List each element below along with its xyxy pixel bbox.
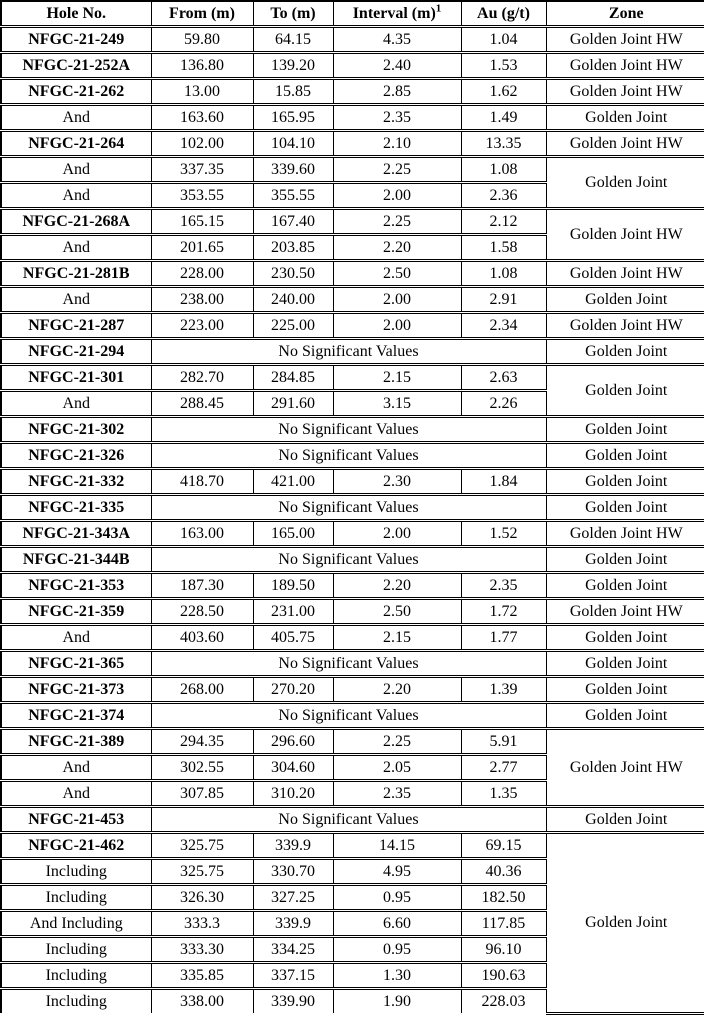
table-row: [1, 261, 704, 287]
table-row: [1, 469, 704, 495]
zone-cell: Golden Joint: [546, 417, 704, 443]
zone-cell: Golden Joint: [546, 651, 704, 677]
au-cell: 2.77: [461, 755, 546, 781]
au-cell: 1.72: [461, 599, 546, 625]
interval-cell: 1.30: [333, 963, 461, 989]
au-cell: 182.50: [461, 885, 546, 911]
hole-cell: NFGC-21-326: [1, 443, 151, 469]
zone-cell: Golden Joint: [546, 495, 704, 521]
from-cell: 335.85: [151, 963, 253, 989]
no-significant-values-cell: No Significant Values: [151, 651, 546, 677]
table-row: [1, 521, 704, 547]
zone-cell: Golden Joint HW: [546, 131, 704, 157]
zone-cell: Golden Joint HW: [546, 79, 704, 105]
from-cell: 337.35: [151, 157, 253, 183]
table-row: [1, 833, 704, 859]
interval-cell: 2.10: [333, 131, 461, 157]
au-cell: 1.08: [461, 157, 546, 183]
column-header-from-m: From (m): [151, 1, 253, 27]
from-cell: 238.00: [151, 287, 253, 313]
from-cell: 228.50: [151, 599, 253, 625]
hole-cell: NFGC-21-359: [1, 599, 151, 625]
hole-cell: And: [1, 287, 151, 313]
au-cell: 2.26: [461, 391, 546, 417]
from-cell: 326.30: [151, 885, 253, 911]
from-cell: 333.3: [151, 911, 253, 937]
column-header-interval-m: Interval $(m)^1$: [333, 1, 461, 27]
zone-cell: Golden Joint HW: [546, 209, 704, 261]
au-cell: 5.91: [461, 729, 546, 755]
au-cell: 1.49: [461, 105, 546, 131]
hole-cell: NFGC-21-365: [1, 651, 151, 677]
from-cell: 163.60: [151, 105, 253, 131]
hole-cell: NFGC-21-389: [1, 729, 151, 755]
table-row: [1, 157, 704, 183]
zone-cell: Golden Joint: [546, 287, 704, 313]
interval-cell: 2.25: [333, 157, 461, 183]
to-cell: 139.20: [253, 53, 333, 79]
to-cell: 165.95: [253, 105, 333, 131]
au-cell: 1.77: [461, 625, 546, 651]
hole-cell: NFGC-21-343A: [1, 521, 151, 547]
hole-cell: NFGC-21-249: [1, 27, 151, 53]
au-cell: 2.34: [461, 313, 546, 339]
au-cell: 1.04: [461, 27, 546, 53]
to-cell: 104.10: [253, 131, 333, 157]
interval-cell: 4.35: [333, 27, 461, 53]
interval-cell: 2.35: [333, 781, 461, 807]
table-row: [1, 365, 704, 391]
from-cell: 187.30: [151, 573, 253, 599]
au-cell: 1.52: [461, 521, 546, 547]
hole-cell: NFGC-21-294: [1, 339, 151, 365]
au-cell: 1.08: [461, 261, 546, 287]
no-significant-values-cell: No Significant Values: [151, 703, 546, 729]
zone-cell: Golden Joint HW: [546, 729, 704, 807]
from-cell: 325.75: [151, 859, 253, 885]
zone-cell: Golden Joint: [546, 625, 704, 651]
table-row: [1, 131, 704, 157]
to-cell: 231.00: [253, 599, 333, 625]
from-cell: 165.15: [151, 209, 253, 235]
hole-cell: And Including: [1, 911, 151, 937]
zone-cell: Golden Joint: [546, 339, 704, 365]
from-cell: 268.00: [151, 677, 253, 703]
table-row: [1, 27, 704, 53]
interval-cell: 6.60: [333, 911, 461, 937]
table-row: [1, 417, 704, 443]
no-significant-values-cell: No Significant Values: [151, 807, 546, 833]
au-cell: 190.63: [461, 963, 546, 989]
from-cell: 163.00: [151, 521, 253, 547]
hole-cell: NFGC-21-262: [1, 79, 151, 105]
zone-cell: Golden Joint HW: [546, 261, 704, 287]
hole-cell: NFGC-21-344B: [1, 547, 151, 573]
table-row: [1, 53, 704, 79]
table-row: [1, 651, 704, 677]
hole-cell: And: [1, 183, 151, 209]
to-cell: 296.60: [253, 729, 333, 755]
to-cell: 330.70: [253, 859, 333, 885]
hole-cell: And: [1, 781, 151, 807]
interval-cell: 2.20: [333, 677, 461, 703]
interval-cell: 2.15: [333, 365, 461, 391]
interval-cell: 2.00: [333, 313, 461, 339]
au-cell: 13.35: [461, 131, 546, 157]
interval-cell: 2.30: [333, 469, 461, 495]
table-row: [1, 547, 704, 573]
to-cell: 310.20: [253, 781, 333, 807]
from-cell: 302.55: [151, 755, 253, 781]
au-cell: 2.12: [461, 209, 546, 235]
to-cell: 355.55: [253, 183, 333, 209]
from-cell: 333.30: [151, 937, 253, 963]
hole-cell: And: [1, 391, 151, 417]
interval-cell: 14.15: [333, 833, 461, 859]
hole-cell: Including: [1, 859, 151, 885]
hole-cell: NFGC-21-302: [1, 417, 151, 443]
table-row: [1, 105, 704, 131]
from-cell: 288.45: [151, 391, 253, 417]
hole-cell: NFGC-21-268A: [1, 209, 151, 235]
header-row: [1, 1, 704, 27]
from-cell: 59.80: [151, 27, 253, 53]
to-cell: 203.85: [253, 235, 333, 261]
hole-cell: NFGC-21-373: [1, 677, 151, 703]
hole-cell: And: [1, 157, 151, 183]
interval-cell: 4.95: [333, 859, 461, 885]
zone-cell: Golden Joint: [546, 703, 704, 729]
table-row: [1, 443, 704, 469]
au-cell: 1.53: [461, 53, 546, 79]
no-significant-values-cell: No Significant Values: [151, 339, 546, 365]
hole-cell: NFGC-21-264: [1, 131, 151, 157]
column-header-hole-no: Hole No.: [1, 1, 151, 27]
hole-cell: NFGC-21-335: [1, 495, 151, 521]
au-cell: 69.15: [461, 833, 546, 859]
to-cell: 304.60: [253, 755, 333, 781]
au-cell: 228.03: [461, 989, 546, 1014]
hole-cell: NFGC-21-252A: [1, 53, 151, 79]
hole-cell: NFGC-21-353: [1, 573, 151, 599]
hole-cell: And: [1, 105, 151, 131]
from-cell: 325.75: [151, 833, 253, 859]
au-cell: 1.62: [461, 79, 546, 105]
interval-cell: 2.20: [333, 573, 461, 599]
interval-cell: 2.00: [333, 287, 461, 313]
interval-cell: 2.00: [333, 521, 461, 547]
from-cell: 228.00: [151, 261, 253, 287]
to-cell: 405.75: [253, 625, 333, 651]
table-row: [1, 79, 704, 105]
from-cell: 338.00: [151, 989, 253, 1014]
au-cell: 2.91: [461, 287, 546, 313]
interval-cell: 2.40: [333, 53, 461, 79]
zone-cell: Golden Joint: [546, 469, 704, 495]
hole-cell: Including: [1, 989, 151, 1014]
interval-cell: 2.35: [333, 105, 461, 131]
to-cell: 339.60: [253, 157, 333, 183]
table-row: [1, 287, 704, 313]
from-cell: 13.00: [151, 79, 253, 105]
interval-cell: 2.50: [333, 261, 461, 287]
table-row: [1, 677, 704, 703]
au-cell: 2.63: [461, 365, 546, 391]
table-header: [1, 1, 704, 27]
zone-cell: Golden Joint: [546, 365, 704, 417]
from-cell: 282.70: [151, 365, 253, 391]
to-cell: 421.00: [253, 469, 333, 495]
hole-cell: And: [1, 235, 151, 261]
table-body: [1, 27, 704, 1014]
hole-cell: And: [1, 625, 151, 651]
interval-cell: 0.95: [333, 885, 461, 911]
column-header-au-g-t: Au (g/t): [461, 1, 546, 27]
zone-cell: Golden Joint: [546, 157, 704, 209]
zone-cell: Golden Joint HW: [546, 521, 704, 547]
footnote-superscript: 1: [435, 2, 442, 15]
from-cell: 223.00: [151, 313, 253, 339]
hole-cell: Including: [1, 963, 151, 989]
to-cell: 165.00: [253, 521, 333, 547]
hole-cell: NFGC-21-453: [1, 807, 151, 833]
au-cell: 1.84: [461, 469, 546, 495]
from-cell: 307.85: [151, 781, 253, 807]
hole-cell: NFGC-21-332: [1, 469, 151, 495]
table-row: [1, 703, 704, 729]
to-cell: 334.25: [253, 937, 333, 963]
from-cell: 294.35: [151, 729, 253, 755]
table-row: [1, 209, 704, 235]
interval-cell: 2.00: [333, 183, 461, 209]
to-cell: 230.50: [253, 261, 333, 287]
to-cell: 291.60: [253, 391, 333, 417]
au-cell: 40.36: [461, 859, 546, 885]
zone-cell: Golden Joint: [546, 807, 704, 833]
no-significant-values-cell: No Significant Values: [151, 417, 546, 443]
to-cell: 167.40: [253, 209, 333, 235]
to-cell: 64.15: [253, 27, 333, 53]
hole-cell: NFGC-21-281B: [1, 261, 151, 287]
no-significant-values-cell: No Significant Values: [151, 443, 546, 469]
table-row: [1, 313, 704, 339]
au-cell: 1.35: [461, 781, 546, 807]
au-cell: 2.36: [461, 183, 546, 209]
zone-cell: Golden Joint HW: [546, 313, 704, 339]
column-header-to-m: To (m): [253, 1, 333, 27]
table-row: [1, 625, 704, 651]
to-cell: 270.20: [253, 677, 333, 703]
au-cell: 96.10: [461, 937, 546, 963]
hole-cell: NFGC-21-301: [1, 365, 151, 391]
table-row: [1, 599, 704, 625]
hole-cell: NFGC-21-462: [1, 833, 151, 859]
hole-cell: NFGC-21-287: [1, 313, 151, 339]
zone-cell: Golden Joint HW: [546, 599, 704, 625]
interval-cell: 0.95: [333, 937, 461, 963]
to-cell: 327.25: [253, 885, 333, 911]
no-significant-values-cell: No Significant Values: [151, 547, 546, 573]
interval-cell: 3.15: [333, 391, 461, 417]
interval-cell: 2.25: [333, 209, 461, 235]
to-cell: 15.85: [253, 79, 333, 105]
from-cell: 418.70: [151, 469, 253, 495]
to-cell: 339.9: [253, 833, 333, 859]
au-cell: 117.85: [461, 911, 546, 937]
to-cell: 189.50: [253, 573, 333, 599]
hole-cell: And: [1, 755, 151, 781]
from-cell: 201.65: [151, 235, 253, 261]
zone-cell: Golden Joint HW: [546, 27, 704, 53]
interval-cell: 2.25: [333, 729, 461, 755]
au-cell: 1.58: [461, 235, 546, 261]
zone-cell: Golden Joint: [546, 547, 704, 573]
zone-cell: Golden Joint: [546, 677, 704, 703]
au-cell: 1.39: [461, 677, 546, 703]
hole-cell: Including: [1, 885, 151, 911]
to-cell: 339.9: [253, 911, 333, 937]
from-cell: 102.00: [151, 131, 253, 157]
table-row: [1, 339, 704, 365]
to-cell: 284.85: [253, 365, 333, 391]
zone-cell: Golden Joint: [546, 833, 704, 1014]
zone-cell: Golden Joint: [546, 573, 704, 599]
from-cell: 403.60: [151, 625, 253, 651]
interval-cell: 2.05: [333, 755, 461, 781]
hole-cell: NFGC-21-374: [1, 703, 151, 729]
table-row: [1, 729, 704, 755]
zone-cell: Golden Joint: [546, 105, 704, 131]
to-cell: 225.00: [253, 313, 333, 339]
interval-cell: 2.20: [333, 235, 461, 261]
to-cell: 339.90: [253, 989, 333, 1014]
zone-cell: Golden Joint HW: [546, 53, 704, 79]
to-cell: 240.00: [253, 287, 333, 313]
hole-cell: Including: [1, 937, 151, 963]
column-header-zone: Zone: [546, 1, 704, 27]
au-cell: 2.35: [461, 573, 546, 599]
table-row: [1, 807, 704, 833]
interval-cell: 2.50: [333, 599, 461, 625]
table-row: [1, 495, 704, 521]
from-cell: 136.80: [151, 53, 253, 79]
from-cell: 353.55: [151, 183, 253, 209]
interval-cell: 2.15: [333, 625, 461, 651]
to-cell: 337.15: [253, 963, 333, 989]
interval-cell: 1.90: [333, 989, 461, 1014]
interval-cell: 2.85: [333, 79, 461, 105]
table-row: [1, 573, 704, 599]
zone-cell: Golden Joint: [546, 443, 704, 469]
no-significant-values-cell: No Significant Values: [151, 495, 546, 521]
